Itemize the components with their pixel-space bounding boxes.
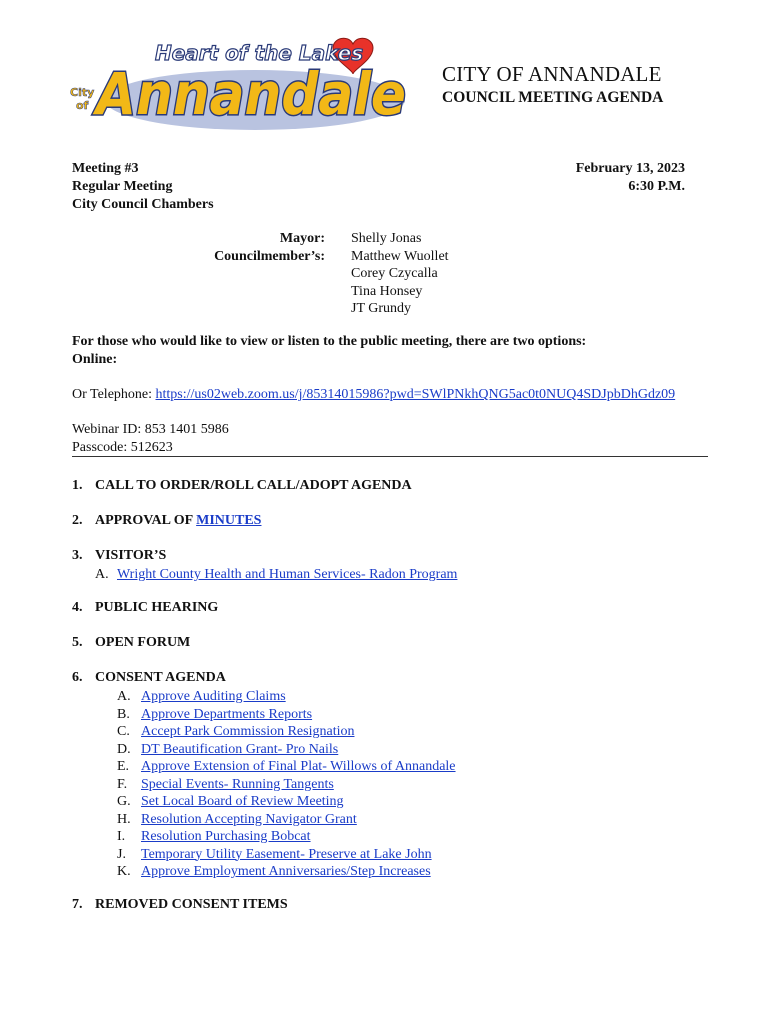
consent-item-link[interactable]: Accept Park Commission Resignation	[141, 724, 355, 739]
telephone-line	[72, 387, 675, 403]
meeting-number: Meeting #3	[72, 161, 139, 176]
access-online-label: Online:	[72, 352, 118, 367]
consent-item-link[interactable]: Approve Auditing Claims	[141, 689, 286, 704]
list-item	[117, 846, 456, 864]
list-item	[117, 706, 456, 724]
sub-item-letter: D.	[117, 741, 131, 757]
meeting-location: City Council Chambers	[72, 197, 214, 212]
agenda-item-3	[72, 548, 166, 564]
logo-of-word: of	[76, 99, 89, 112]
councilmembers-label: Councilmember’s:	[214, 249, 325, 264]
agenda-item-label: APPROVAL OF	[95, 513, 193, 528]
consent-item-link[interactable]: Resolution Accepting Navigator Grant	[141, 811, 357, 827]
logo-city-name: Annandale	[92, 60, 406, 128]
sub-item-letter: E.	[117, 759, 130, 774]
sub-item-letter: C.	[117, 724, 130, 739]
zoom-link[interactable]: https://us02web.zoom.us/j/85314015986?pwd=SWlPNkhQNG5ac0t0NUQ4SDJpbDhGdz09	[155, 387, 676, 402]
agenda-item-7	[72, 897, 288, 913]
logo-tagline: Heart of the Lakes	[155, 41, 364, 65]
official-name: Matthew Wuollet	[351, 248, 449, 264]
agenda-item-2	[72, 513, 261, 529]
list-item	[117, 688, 456, 706]
consent-item-link[interactable]: Approve Departments Reports	[141, 706, 313, 722]
city-title: CITY OF ANNANDALE	[442, 62, 662, 86]
agenda-item-number: 7.	[72, 897, 83, 912]
official-name: JT Grundy	[351, 301, 412, 316]
list-item	[117, 723, 456, 741]
agenda-item-1	[72, 478, 412, 494]
meeting-date: February 13, 2023	[575, 161, 685, 176]
agenda-item-label: PUBLIC HEARING	[95, 600, 219, 615]
divider	[72, 456, 708, 457]
consent-item-link[interactable]: Special Events- Running Tangents	[141, 776, 334, 792]
official-name: Shelly Jonas	[351, 231, 422, 246]
agenda-item-number: 5.	[72, 635, 83, 650]
meeting-info	[72, 160, 214, 214]
list-item	[117, 793, 456, 811]
sub-item-letter: J.	[117, 846, 126, 862]
agenda-item-6	[72, 670, 226, 686]
agenda-item-number: 1.	[72, 478, 83, 493]
mayor-label: Mayor:	[279, 231, 325, 246]
sub-item-letter: A.	[95, 567, 109, 582]
sub-item-letter: H.	[117, 811, 131, 827]
city-logo	[70, 30, 420, 135]
agenda-item-label: CONSENT AGENDA	[95, 670, 226, 685]
agenda-item-number: 6.	[72, 670, 83, 685]
access-intro-text: For those who would like to view or listen to the public meeting, there are two options:	[72, 334, 587, 349]
agenda-item-number: 4.	[72, 600, 83, 615]
officials-labels	[214, 230, 325, 266]
consent-item-link[interactable]: Approve Extension of Final Plat- Willows of Annandale	[141, 759, 456, 774]
list-item	[117, 776, 456, 794]
sub-item-letter: K.	[117, 864, 131, 879]
webinar-passcode: Passcode: 512623	[72, 440, 173, 455]
sub-item-letter: G.	[117, 794, 131, 809]
official-name: Corey Czycalla	[351, 266, 438, 281]
sub-item-letter: B.	[117, 706, 130, 722]
agenda-item-number: 3.	[72, 548, 83, 563]
meeting-datetime	[576, 160, 685, 196]
officials-names	[351, 230, 449, 318]
list-item	[117, 811, 456, 829]
meeting-type: Regular Meeting	[72, 179, 173, 194]
agenda-item-5	[72, 635, 190, 651]
webinar-id: Webinar ID: 853 1401 5986	[72, 422, 229, 437]
agenda-item-label: REMOVED CONSENT ITEMS	[95, 897, 288, 912]
agenda-item-label: CALL TO ORDER/ROLL CALL/ADOPT AGENDA	[95, 478, 412, 493]
telephone-label: Or Telephone:	[72, 387, 153, 402]
access-intro	[72, 333, 692, 369]
visitor-sub-item	[95, 566, 457, 584]
radon-program-link[interactable]: Wright County Health and Human Services- Radon Program	[117, 567, 458, 582]
agenda-title: COUNCIL MEETING AGENDA	[442, 89, 664, 106]
agenda-item-number: 2.	[72, 513, 83, 528]
sub-item-letter: F.	[117, 776, 128, 792]
agenda-item-label: OPEN FORUM	[95, 635, 191, 650]
list-item	[117, 741, 456, 759]
sub-item-letter: A.	[117, 689, 131, 704]
agenda-item-label: VISITOR’S	[95, 548, 167, 563]
official-name: Tina Honsey	[351, 283, 423, 299]
sub-item-letter: I.	[117, 829, 126, 844]
webinar-info	[72, 421, 229, 457]
agenda-item-4	[72, 600, 218, 616]
consent-item-link[interactable]: Approve Employment Anniversaries/Step Increases	[141, 864, 431, 879]
list-item	[117, 758, 456, 776]
consent-item-link[interactable]: Set Local Board of Review Meeting	[141, 794, 344, 809]
consent-item-link[interactable]: DT Beautification Grant- Pro Nails	[141, 741, 339, 757]
list-item	[117, 828, 456, 846]
consent-item-link[interactable]: Temporary Utility Easement- Preserve at Lake John	[141, 846, 432, 862]
list-item	[117, 863, 456, 881]
meeting-time: 6:30 P.M.	[628, 179, 685, 194]
logo-city-word: City	[70, 86, 95, 99]
consent-item-link[interactable]: Resolution Purchasing Bobcat	[141, 829, 311, 844]
minutes-link[interactable]: MINUTES	[196, 513, 262, 528]
consent-agenda-list	[117, 688, 456, 881]
